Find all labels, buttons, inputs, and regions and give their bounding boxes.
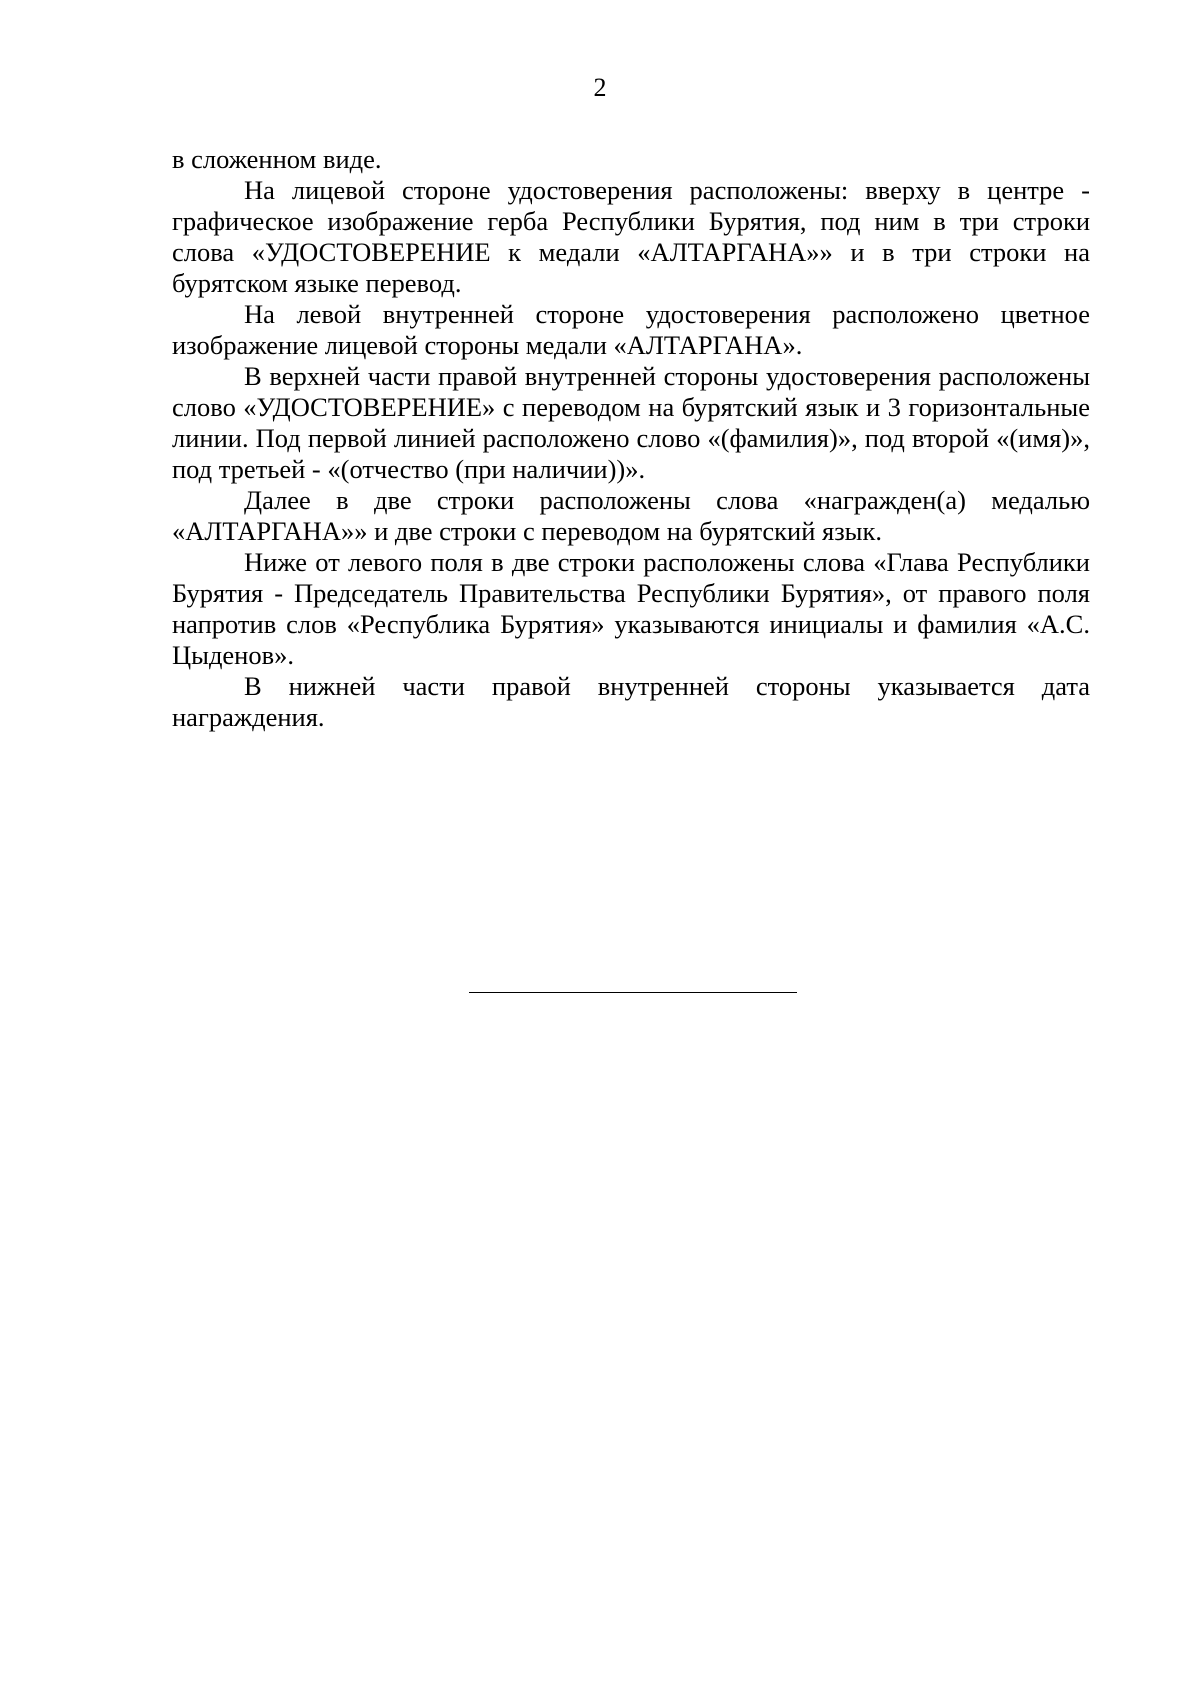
paragraph-front-side: На лицевой стороне удостоверения расположены: вверху в центре - графическое изображение герба Республики Бурятия, под ним в три строки слова «УДОСТОВЕРЕНИЕ к медали «АЛТАРГАНА»» и в три строки на бурятском языке перевод. xyxy=(172,175,1090,298)
paragraph-signature-block: Ниже от левого поля в две строки расположены слова «Глава Республики Бурятия - Председатель Правительства Республики Бурятия», от правого поля напротив слов «Республика Бурятия» указываются инициалы и фамилия «А.С. Цыденов». xyxy=(172,547,1090,670)
paragraph-continuation: в сложенном виде. xyxy=(172,144,382,174)
paragraph-awarded-lines: Далее в две строки расположены слова «награжден(а) медалью «АЛТАРГАНА»» и две строки с переводом на бурятский язык. xyxy=(172,485,1090,546)
end-divider-line xyxy=(469,992,797,993)
document-body xyxy=(172,144,1090,733)
paragraph-left-inner-side: На левой внутренней стороне удостоверения расположено цветное изображение лицевой стороны медали «АЛТАРГАНА». xyxy=(172,299,1090,360)
paragraph-award-date: В нижней части правой внутренней стороны указывается дата награждения. xyxy=(172,671,1090,732)
page-number: 2 xyxy=(593,73,607,102)
paragraph-right-inner-top: В верхней части правой внутренней стороны удостоверения расположены слово «УДОСТОВЕРЕНИЕ» с переводом на бурятский язык и 3 горизонтальные линии. Под первой линией расположено слово «(фамилия)», под второй «(имя)», под третьей - «(отчество (при наличии))». xyxy=(172,361,1090,484)
